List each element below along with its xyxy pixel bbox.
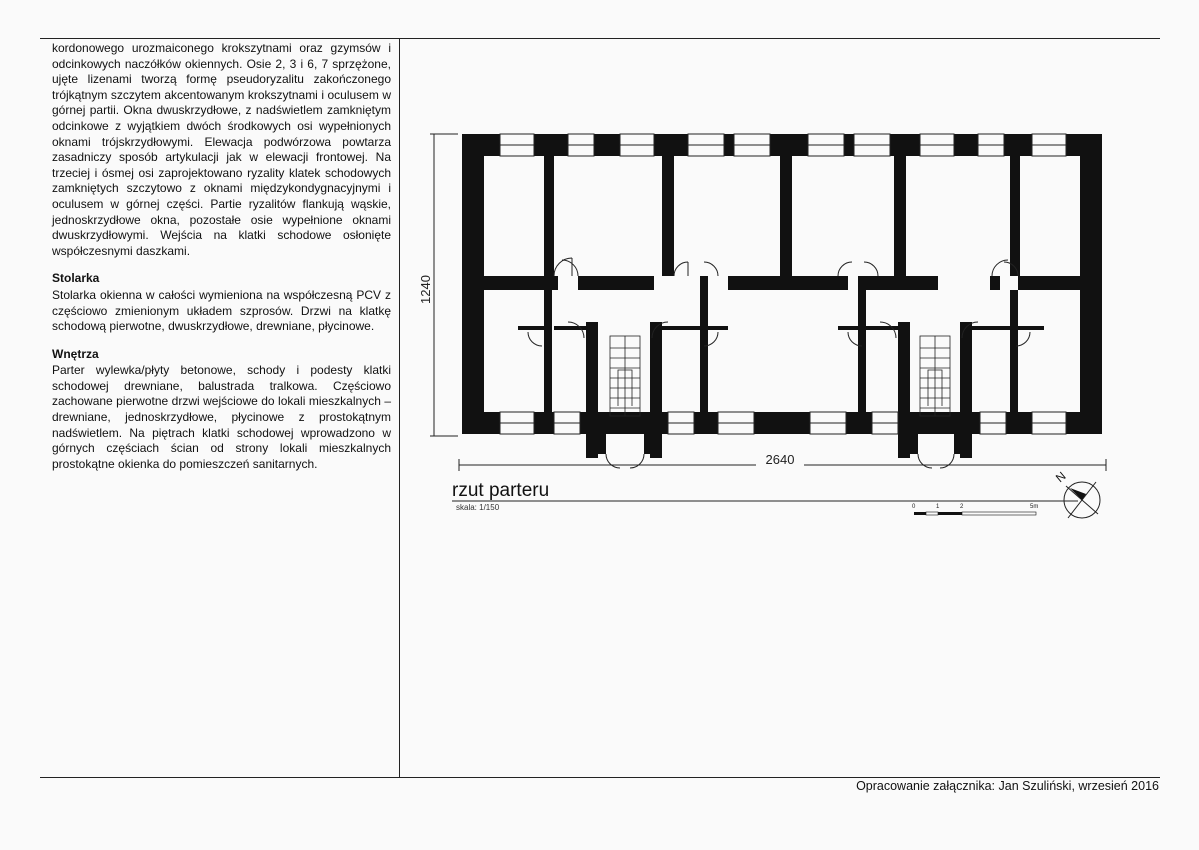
- column-divider: [399, 38, 400, 778]
- height-dimension-label: 1240: [418, 275, 433, 304]
- wnetrza-paragraph: Parter wylewka/płyty betonowe, schody i podesty klatki schodowej drewniane, balustrada tralkowa. Częściowo zachowane pierwotne drzwi wejściowe do lokali mieszkalnych – drewniane, jednoskrzydłowe, płycinowe z prostokątnym nadświetlem. Na piętrach klatki schodowej wprowadzono w górnych częściach ścian od strony lokali mieszkalnych prostokątne okienka do pomieszczeń sanitarnych.: [52, 363, 391, 471]
- scale-tick-1: 1: [936, 504, 940, 510]
- walls: [462, 134, 1102, 458]
- north-label: N: [1052, 468, 1069, 486]
- floor-plan-svg: [418, 126, 1118, 521]
- intro-paragraph: kordonowego urozmaiconego krokszytnami oraz gzymsów i odcinkowych naczółków okiennych. Osie 2, 3 i 6, 7 sprzężone, ujęte lizenami tworzą formę pseudoryzalitu zakończonego trójkątnym szczytem akcentowanym krokszytnami i oculusem w górnej partii. Okna dwuskrzydłowe, z nadświetlem zamkniętym odcinkowe z wyjątkiem dwóch środkowych osi wypełnionych oknami trójskrzydłowymi. Elewacja podwórzowa powtarza zasadniczy sposób artykulacji jak w elewacji frontowej. Na trzeciej i ósmej osi zaprojektowano ryzality klatek schodowych zamkniętych szczytowo z oknami międzykondygnacyjnymi i oculusem w górnej części. Partie ryzalitów flankują wąskie, jednoskrzydłowe okna, pozostałe osie wypełnione oknami dwuskrzydłowymi. Wejścia na klatki schodowe osłonięte współczesnymi daszkami.: [52, 41, 391, 258]
- scale-tick-5: 5m: [1030, 504, 1039, 510]
- height-dimension: [430, 134, 458, 436]
- footer-credit: Opracowanie załącznika: Jan Szuliński, wrzesień 2016: [856, 779, 1159, 793]
- scale-tick-2: 2: [960, 504, 964, 510]
- floor-plan-drawing: [418, 126, 1118, 521]
- scale-label: skala: 1/150: [456, 503, 500, 512]
- description-column: [52, 41, 391, 472]
- stolarka-paragraph: Stolarka okienna w całości wymieniona na współczesną PCV z częściowo zmienionym układem szprosów. Drzwi na klatkę schodową pierwotne, dwuskrzydłowe, drewniane, płycinowe.: [52, 287, 391, 334]
- stolarka-heading: Stolarka: [52, 271, 100, 286]
- frame-top-line: [40, 38, 1160, 39]
- width-dimension-label: 2640: [765, 452, 795, 467]
- frame-bottom-line: [40, 777, 1160, 778]
- plan-title: rzut parteru: [452, 480, 550, 501]
- scale-tick-0: 0: [912, 504, 916, 510]
- wnetrza-heading: Wnętrza: [52, 346, 99, 361]
- north-arrow-icon: [1053, 469, 1100, 518]
- scale-bar: [912, 504, 1038, 515]
